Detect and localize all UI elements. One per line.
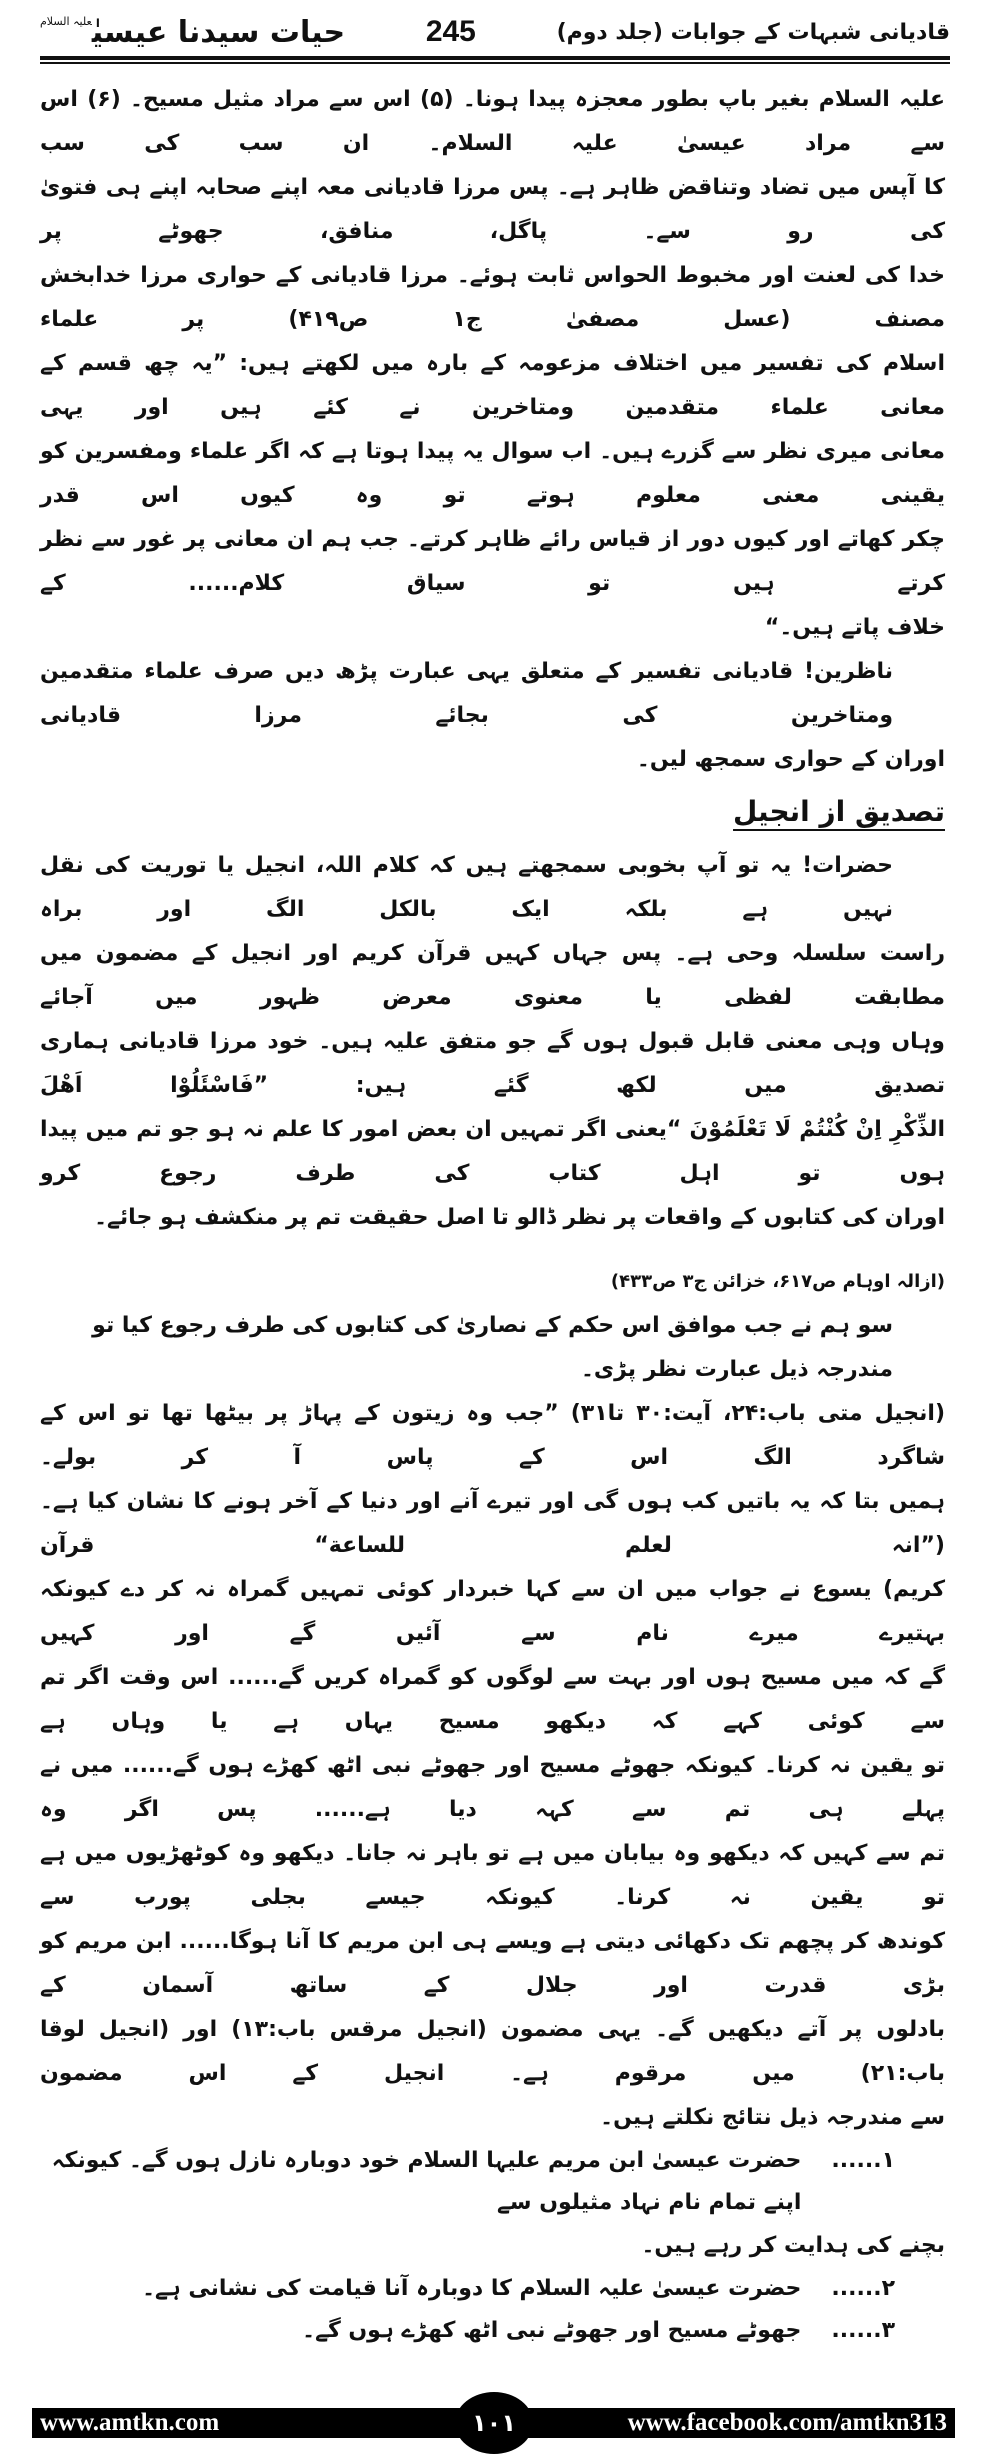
text-line: ہمیں بتا کہ یہ باتیں کب ہوں گی اور تیرے آنے اور دنیا کے آخر ہونے کا نشان کیا ہے۔ (”انہ لعلم للساعة“ قرآن xyxy=(40,1488,945,1558)
text-line: سے مندرجہ ذیل نتائج نکلتے ہیں۔ xyxy=(600,2104,945,2130)
list-number: ۳...... xyxy=(831,2317,895,2343)
text-line: ناظرین! قادیانی تفسیر کے متعلق یہی عبارت پڑھ دیں صرف علماء متقدمین ومتاخرین کی بجائے مرزا قادیانی xyxy=(40,658,893,728)
text-line: تو یقین نہ کرنا۔ کیونکہ جھوٹے مسیح اور جھوٹے نبی اٹھ کھڑے ہوں گے...... میں نے پہلے ہی تم سے کہہ دیا ہے...... پس اگر وہ xyxy=(40,1752,945,1822)
chapter-title xyxy=(40,15,345,50)
section-heading-text: تصدیق از انجیل xyxy=(733,794,945,828)
list-text: حضرت عیسیٰ علیہ السلام کا دوبارہ آنا قیامت کی نشانی ہے۔ xyxy=(142,2275,802,2301)
list-item xyxy=(40,2140,945,2224)
text-line: کریم) یسوع نے جواب میں ان سے کہا خبردار کوئی تمہیں گمراہ نہ کر دے کیونکہ بہتیرے میرے نام سے آئیں گے اور کہیں xyxy=(40,1576,945,1646)
list-number: ۱...... xyxy=(831,2147,895,2173)
paragraph-4 xyxy=(40,1304,945,2140)
paragraph-2 xyxy=(40,650,945,782)
header-page-number: 245 xyxy=(425,15,476,48)
text-line: گے کہ میں مسیح ہوں اور بہت سے لوگوں کو گمراہ کریں گے...... اس وقت اگر تم سے کوئی کہے کہ دیکھو مسیح یہاں ہے یا وہاں ہے xyxy=(40,1664,945,1734)
facebook-link[interactable]: www.facebook.com/amtkn313 xyxy=(627,2408,947,2436)
list-number: ۲...... xyxy=(831,2275,895,2301)
chapter-title-text: حیات سیدنا عیسیٰ xyxy=(91,14,346,50)
text-line: اسلام کی تفسیر میں اختلاف مزعومہ کے بارہ میں لکھتے ہیں: ”یہ چھ قسم کے معانی علماء متقدمین ومتاخرین نے کئے ہیں اور یہی xyxy=(40,350,945,420)
results-list xyxy=(40,2140,945,2352)
text-line: راست سلسلہ وحی ہے۔ پس جہاں کہیں قرآن کریم اور انجیل کے مضمون میں مطابقت لفظی یا معنوی معرض ظہور میں آجائے xyxy=(40,940,945,1010)
text-line: علیہ السلام بغیر باپ بطور معجزہ پیدا ہونا۔ (۵) اس سے مراد مثیل مسیح۔ (۶) اس سے مراد عیسیٰ علیہ السلام۔ ان سب کی سب xyxy=(40,86,945,156)
list-text: حضرت عیسیٰ ابن مریم علیہا السلام خود دوبارہ نازل ہوں گے۔ کیونکہ اپنے تمام نام نہاد مثیلوں سے xyxy=(51,2147,802,2215)
section-heading xyxy=(40,782,945,844)
text-line: کوندھ کر پچھم تک دکھائی دیتی ہے ویسے ہی ابن مریم کا آنا ہوگا...... ابن مریم کو بڑی قدرت اور جلال کے ساتھ آسمان کے xyxy=(40,1928,945,1998)
page-footer-area xyxy=(32,2392,955,2454)
header-rule-thin xyxy=(40,62,950,64)
text-line: خلاف پاتے ہیں۔“ xyxy=(764,614,945,640)
list-item xyxy=(40,2268,945,2310)
paragraph-3 xyxy=(40,844,945,1304)
text-line: تم سے کہیں کہ دیکھو وہ بیابان میں ہے تو باہر نہ جانا۔ دیکھو وہ کوٹھڑیوں میں ہے تو یقین نہ کرنا۔ کیونکہ جیسے بجلی پورب سے xyxy=(40,1840,945,1910)
list-item xyxy=(40,2310,945,2352)
citation: (ازالہ اوہام ص۶۱۷، خزائن ج۳ ص۴۳۳) xyxy=(610,1270,945,1292)
book-title: قادیانی شبہات کے جوابات (جلد دوم) xyxy=(556,19,950,45)
text-line: خدا کی لعنت اور مخبوط الحواس ثابت ہوئے۔ مرزا قادیانی کے حواری مرزا خدابخش مصنف (عسل مصفیٰ ج۱ ص۴۱۹) پر علماء xyxy=(40,262,945,332)
text-line: الذِّکْرِ اِنْ کُنْتُمْ لَا تَعْلَمُوْنَ “یعنی اگر تمہیں ان بعض امور کا علم نہ ہو جو تم میں پیدا ہوں تو اہل کتاب کی طرف رجوع کرو xyxy=(40,1116,945,1186)
text-line: معانی میری نظر سے گزرے ہیں۔ اب سوال یہ پیدا ہوتا ہے کہ اگر علماء ومفسرین کو یقینی معنی معلوم ہوتے تو وہ کیوں اس قدر xyxy=(40,438,945,508)
text-line: وہاں وہی معنی قابل قبول ہوں گے جو متفق علیہ ہیں۔ خود مرزا قادیانی ہماری تصدیق میں لکھ گئے ہیں: ”فَاسْئَلُوْا اَهْلَ xyxy=(40,1028,945,1098)
text-line-content: اوران کی کتابوں کے واقعات پر نظر ڈالو تا اصل حقیقت تم پر منکشف ہو جائے۔ xyxy=(94,1204,945,1230)
text-line: بادلوں پر آتے دیکھیں گے۔ یہی مضمون (انجیل مرقس باب:۱۳) اور (انجیل لوقا باب:۲۱) میں مرقوم ہے۔ انجیل کے اس مضمون xyxy=(40,2016,945,2086)
page-header xyxy=(40,0,950,54)
text-line: اوران کے حواری سمجھ لیں۔ xyxy=(636,746,945,772)
text-line: حضرات! یہ تو آپ بخوبی سمجھتے ہیں کہ کلام اللہ، انجیل یا توریت کی نقل نہیں ہے بلکہ ایک بالکل الگ اور براہ xyxy=(40,852,893,922)
text-line: سو ہم نے جب موافق اس حکم کے نصاریٰ کی کتابوں کی طرف رجوع کیا تو مندرجہ ذیل عبارت نظر پڑی۔ xyxy=(92,1312,893,1382)
honorific: علیہ السلام xyxy=(40,14,92,28)
text-line: (انجیل متی باب:۲۴، آیت:۳۰ تا۳۱) ”جب وہ زیتون کے پہاڑ پر بیٹھا تھا تو اس کے شاگرد الگ اس کے پاس آ کر بولے۔ xyxy=(40,1400,946,1470)
paragraph-1 xyxy=(40,78,945,650)
page-body xyxy=(40,78,945,2352)
website-link[interactable]: www.amtkn.com xyxy=(40,2408,220,2436)
list-item-continuation: بچنے کی ہدایت کر رہے ہیں۔ xyxy=(641,2232,945,2258)
header-rule xyxy=(40,56,950,60)
text-line xyxy=(40,1196,945,1304)
footer-page-number: ۱۰۱ xyxy=(455,2392,533,2454)
text-line: چکر کھاتے اور کیوں دور از قیاس رائے ظاہر کرتے۔ جب ہم ان معانی پر غور سے نظر کرتے ہیں تو سیاق کلام...... کے xyxy=(40,526,945,596)
list-text: جھوٹے مسیح اور جھوٹے نبی اٹھ کھڑے ہوں گے۔ xyxy=(302,2317,802,2343)
text-line: کا آپس میں تضاد وتناقض ظاہر ہے۔ پس مرزا قادیانی معہ اپنے صحابہ اپنے ہی فتویٰ کی رو سے۔ پاگل، منافق، جھوٹے پر xyxy=(40,174,945,244)
